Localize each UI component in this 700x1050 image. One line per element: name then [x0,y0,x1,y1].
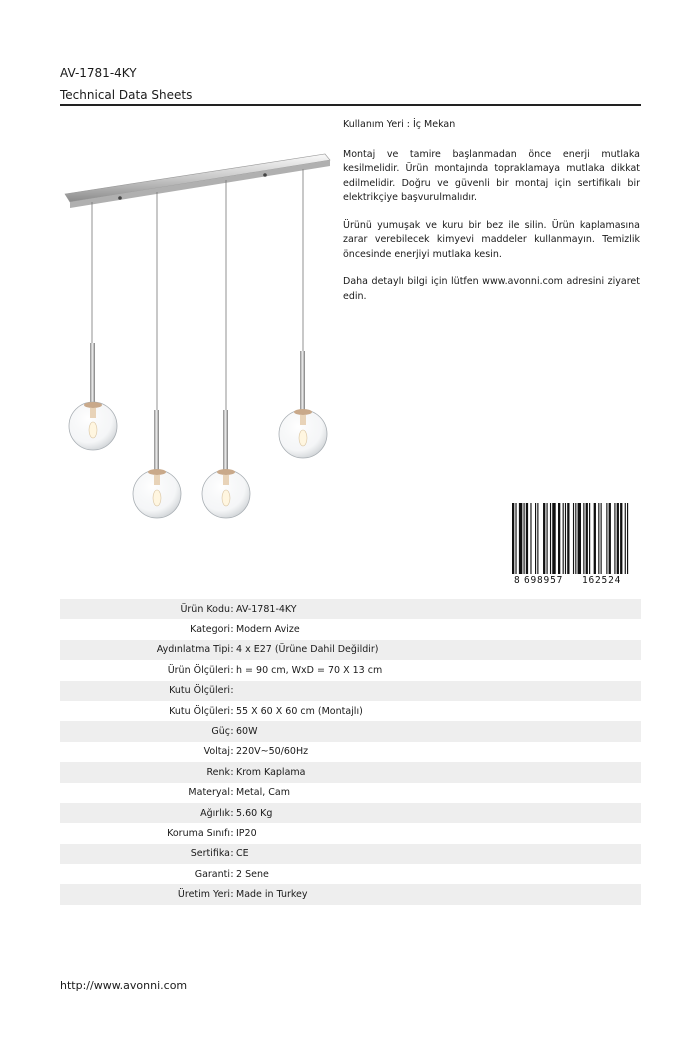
barcode-bar [535,503,536,575]
spec-value: 5.60 Kg [236,807,273,819]
safety-paragraph: Montaj ve tamire başlanmadan önce enerji mutlaka kesilmelidir. Ürün montajında topraklamaya mutlaka dikkat edilmelidir. Doğru ve güvenli bir montaj için sertifikalı bir elektrikçiye başvurulmalıdır. [343,148,640,203]
header-divider [60,104,641,106]
spec-row [60,619,641,639]
spec-value: IP20 [236,827,257,839]
barcode-right-digits: 162524 [582,575,622,585]
barcode-bar [547,503,548,575]
spec-separator: : [230,766,234,778]
spec-label: Garanti [194,868,230,880]
spec-value: 55 X 60 X 60 cm (Montajlı) [236,705,363,717]
spec-separator: : [230,746,234,758]
spec-row [60,721,641,741]
spec-value: 220V~50/60Hz [236,746,309,758]
spec-separator: : [230,807,234,819]
spec-row [60,884,641,904]
barcode-bar [594,503,596,575]
spec-separator: : [230,603,234,615]
spec-row [60,701,641,721]
barcode-bar [609,503,611,575]
barcode-bar [567,503,569,581]
product-image [60,118,340,568]
spec-label: Aydınlatma Tipi [156,644,230,656]
spec-separator: : [230,848,234,860]
spec-label: Koruma Sınıfı [167,827,230,839]
barcode-bar [537,503,538,575]
barcode-bar [589,503,590,575]
pendant-3 [202,180,250,518]
barcode-bar [515,503,516,581]
spec-row [60,599,641,619]
spec-row [60,803,641,823]
spec-label: Voltaj [203,746,230,758]
spec-separator: : [230,827,234,839]
barcode-bar [550,503,551,575]
barcode-bar [627,503,628,581]
spec-value: 4 x E27 (Ürüne Dahil Değildir) [236,644,379,656]
spec-label: Kategori [190,624,230,636]
spec-row [60,864,641,884]
barcode-bar [543,503,545,575]
barcode-bar [583,503,584,575]
barcode-bar [617,503,619,575]
product-information [343,118,640,317]
spec-row [60,844,641,864]
spec-label: Kutu Ölçüleri [169,705,230,717]
pendant-2 [133,192,181,518]
spec-separator: : [230,624,234,636]
barcode-bar [601,503,602,575]
spec-label: Ağırlık [200,807,230,819]
cleaning-paragraph: Ürünü yumuşak ve kuru bir bez ile silin. Ürün kaplamasına zarar verebilecek kimyevi maddeler kullanmayın. Temizlik öncesinde enerjiyi mutlaka kesin. [343,219,640,260]
barcode-bar [575,503,576,575]
spec-label: Kutu Ölçüleri [169,685,230,697]
spec-label: Ürün Kodu [180,603,230,615]
barcode-bar [530,503,531,575]
spec-label: Güç [211,726,230,738]
spec-label: Üretim Yeri [177,889,230,901]
more-info-paragraph: Daha detaylı bilgi için lütfen www.avonni.com adresini ziyaret edin. [343,276,640,302]
spec-value: 60W [236,726,258,738]
barcode-bar [586,503,588,575]
barcode-bar [558,503,560,575]
spec-value: h = 90 cm, WxD = 70 X 13 cm [236,664,383,676]
barcode-bar [573,503,574,581]
spec-separator: : [230,868,234,880]
barcode-bar [565,503,566,575]
spec-row [60,640,641,660]
pendant-4 [279,169,327,458]
spec-separator: : [230,664,234,676]
spec-value: Krom Kaplama [236,766,306,778]
spec-value: Modern Avize [236,624,300,636]
product-code-heading: AV-1781-4KY [60,66,137,80]
spec-row [60,742,641,762]
barcode-bar [598,503,599,575]
spec-separator: : [230,685,234,697]
barcode-first-digit: 8 [514,575,520,585]
spec-value: CE [236,848,249,860]
spec-label: Ürün Ölçüleri [167,664,230,676]
website-url[interactable]: http://www.avonni.com [60,979,188,992]
spec-row [60,823,641,843]
barcode-bar [519,503,522,575]
barcode-bar [526,503,528,575]
spec-row [60,660,641,680]
spec-label: Materyal [188,787,230,799]
spec-value: Made in Turkey [236,889,308,901]
spec-separator: : [230,705,234,717]
barcode-bar [524,503,525,575]
barcode-bar [606,503,607,575]
barcode-bar [578,503,581,575]
document-subtitle: Technical Data Sheets [60,88,193,102]
barcode-bar [563,503,564,575]
spec-table [60,599,641,905]
barcode-bar [552,503,555,575]
barcode-bar [620,503,622,575]
barcode-bar [512,503,514,581]
spec-row [60,783,641,803]
spec-separator: : [230,889,234,901]
spec-value: 2 Sene [236,868,269,880]
usage-location: Kullanım Yeri : İç Mekan [343,119,456,130]
pendant-1 [69,202,117,450]
spec-value: Metal, Cam [236,787,290,799]
spec-value: AV-1781-4KY [236,603,297,615]
spec-label: Renk [206,766,230,778]
spec-separator: : [230,644,234,656]
barcode-left-digits: 698957 [524,575,564,585]
spec-row [60,762,641,782]
barcode [510,503,641,585]
spec-separator: : [230,787,234,799]
spec-label: Sertifika [190,848,230,860]
spec-row [60,681,641,701]
barcode-bar [614,503,615,575]
spec-separator: : [230,726,234,738]
barcode-bar [625,503,626,575]
